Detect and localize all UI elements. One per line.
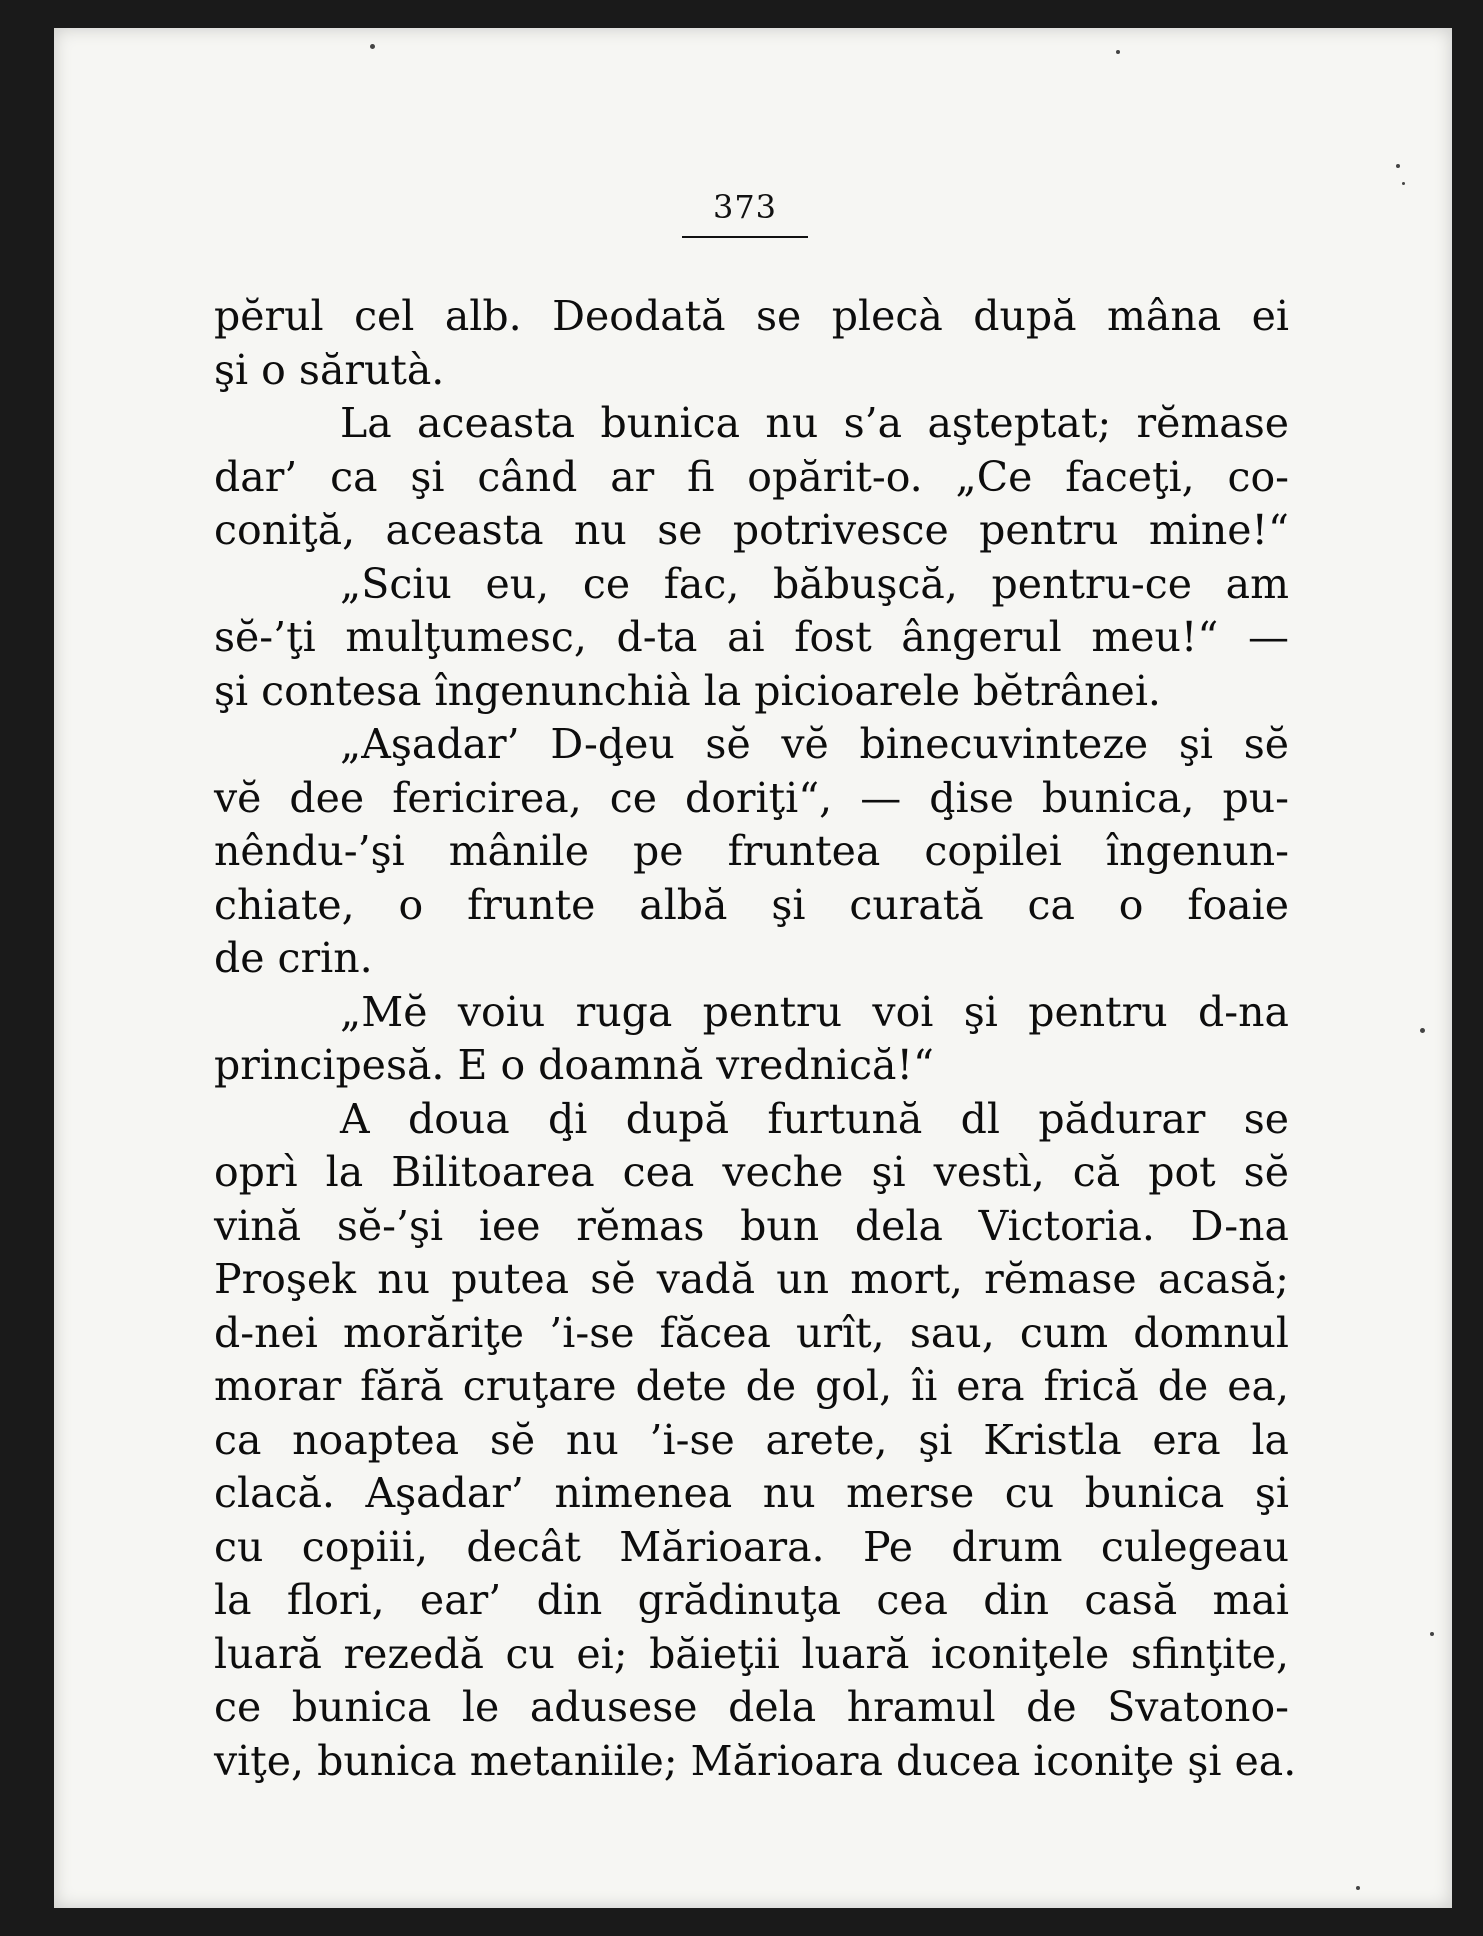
text-line: viţe, bunica metaniile; Mărioara ducea iconiţe şi ea.: [214, 1736, 1297, 1785]
text-line: luară rezedă cu ei; băieţii luară iconiţele sfinţite,: [214, 1629, 1289, 1678]
text-line: La aceasta bunica nu s’a aşteptat; rĕmase: [340, 399, 1289, 447]
ink-speck: [1116, 50, 1120, 54]
ink-speck: [1402, 182, 1405, 185]
text-line: „Sciu eu, ce fac, băbuşcă, pentru-ce am: [340, 559, 1289, 608]
text-line: ca noaptea sĕ nu ’i-se arete, şi Kristla era la: [214, 1415, 1289, 1464]
book-page: [54, 28, 1452, 1908]
text-line: Proşek nu putea sĕ vadă un mort, rĕmase acasă;: [214, 1255, 1289, 1303]
text-line: „Aşadar’ D-ḑeu sĕ vĕ binecuvinteze şi sĕ: [340, 720, 1289, 768]
text-line: cu copiii, decât Mărioara. Pe drum culegeau: [214, 1522, 1289, 1571]
text-line: „Mĕ voiu ruga pentru voi şi pentru d-na: [340, 987, 1289, 1036]
text-line: principesă. E o doamnă vrednică!“: [214, 1041, 934, 1089]
text-line: clacă. Aşadar’ nimenea nu merse cu bunica şi: [214, 1469, 1289, 1517]
text-line: vină sĕ-’şi iee rĕmas bun dela Victoria. D-na: [214, 1201, 1289, 1250]
ink-speck: [1396, 164, 1400, 168]
text-line: d-nei morăriţe ’i-se făcea urît, sau, cum domnul: [214, 1308, 1289, 1357]
page-number: 373: [712, 188, 778, 226]
text-line: sĕ-’ţi mulţumesc, d-ta ai fost ângerul meu!“ —: [214, 613, 1289, 661]
text-line: chiate, o frunte albă şi curată ca o foaie: [214, 880, 1289, 929]
text-line: vĕ dee fericirea, ce doriţi“, — ḑise bunica, pu-: [214, 773, 1289, 822]
text-line: nêndu-’şi mânile pe fruntea copilei îngenun-: [214, 827, 1289, 875]
text-line: ce bunica le adusese dela hramul de Svatono-: [214, 1683, 1289, 1731]
text-line: şi contesa îngenunchià la picioarele bĕtrânei.: [214, 666, 1161, 715]
text-line: morar fără cruţare dete de gol, îi era frică de ea,: [214, 1362, 1289, 1410]
text-line: A doua ḑi după furtună dl pădurar se: [340, 1094, 1289, 1143]
text-line: coniţă, aceasta nu se potrivesce pentru mine!“: [214, 506, 1289, 554]
ink-speck: [1430, 1632, 1434, 1636]
page-number-underline: [682, 236, 808, 238]
ink-speck: [1356, 1886, 1360, 1890]
text-line: oprì la Bilitoarea cea veche şi vestì, că pot sĕ: [214, 1148, 1289, 1196]
text-line: pĕrul cel alb. Deodată se plecà după mâna ei: [214, 292, 1289, 340]
text-line: şi o sărutà.: [214, 345, 445, 394]
text-line: de crin.: [214, 934, 373, 982]
ink-speck: [370, 44, 375, 49]
page-text: [214, 290, 1297, 1788]
ink-speck: [1420, 1028, 1425, 1033]
text-line: dar’ ca şi când ar fi opărit-o. „Ce faceţi, co-: [214, 452, 1289, 501]
text-line: la flori, ear’ din grădinuţa cea din casă mai: [214, 1576, 1289, 1624]
